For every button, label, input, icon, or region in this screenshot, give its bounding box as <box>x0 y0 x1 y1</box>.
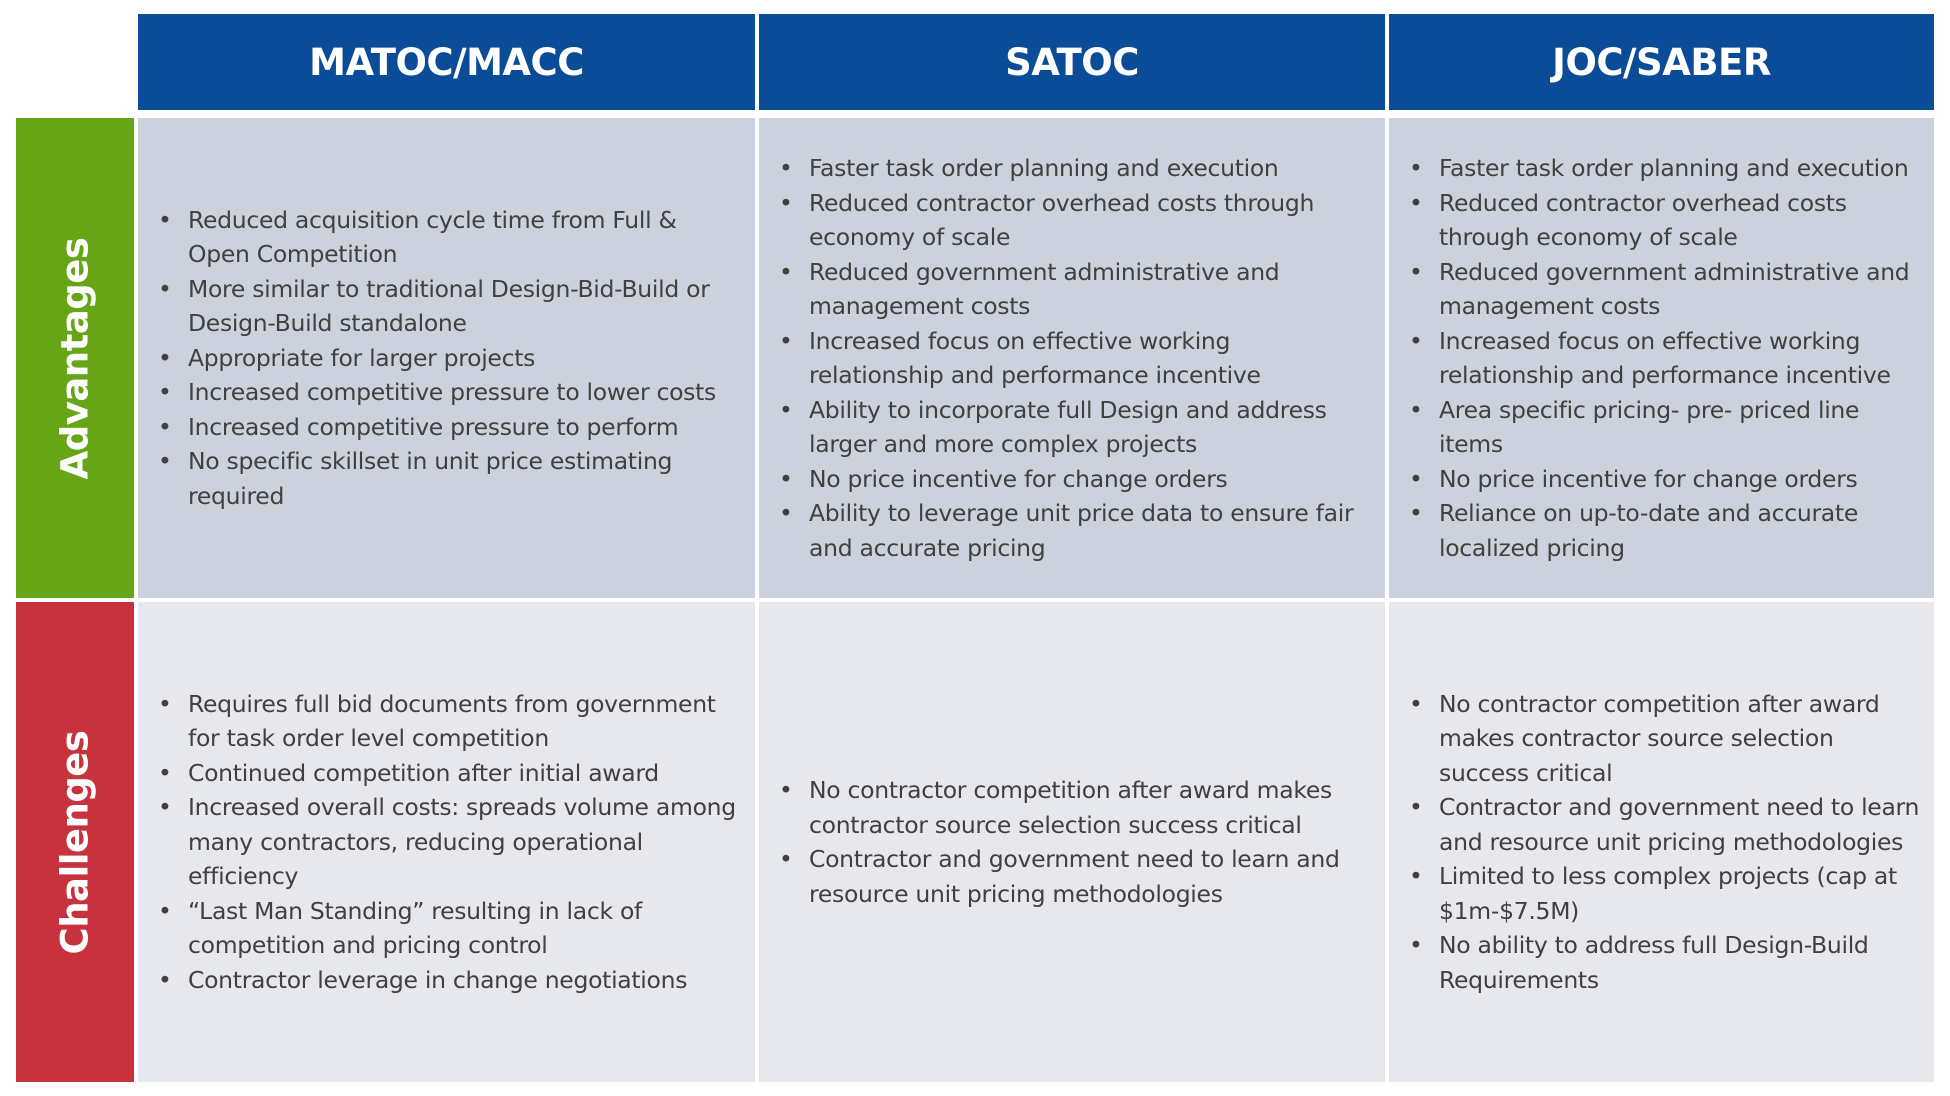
list-item: • Requires full bid documents from government for task order level competition <box>156 687 741 756</box>
challenges-joc-saber-cell <box>1389 602 1934 1082</box>
list-item: • Area specific pricing- pre- priced line items <box>1407 393 1920 462</box>
list-item: • Reduced government administrative and management costs <box>777 255 1371 324</box>
row-label-challenges <box>16 602 134 1082</box>
list-item: • “Last Man Standing” resulting in lack of competition and pricing control <box>156 894 741 963</box>
challenges-satoc-cell <box>759 602 1385 1082</box>
list-item: • Increased focus on effective working relationship and performance incentive <box>777 324 1371 393</box>
row-label-text: Advantages <box>53 237 97 479</box>
list-item: • Contractor leverage in change negotiations <box>156 963 741 998</box>
bullet-list <box>1407 687 1920 998</box>
challenges-matoc-cell <box>138 602 755 1082</box>
list-item: • No specific skillset in unit price estimating required <box>156 444 741 513</box>
row-label-text: Challenges <box>53 730 97 954</box>
list-item: • Increased focus on effective working relationship and performance incentive <box>1407 324 1920 393</box>
list-item: • Reduced acquisition cycle time from Full & Open Competition <box>156 203 741 272</box>
list-item: • No price incentive for change orders <box>777 462 1371 497</box>
bullet-list <box>1407 151 1920 565</box>
list-item: • No price incentive for change orders <box>1407 462 1920 497</box>
list-item: • No contractor competition after award makes contractor source selection success critical <box>777 773 1371 842</box>
row-label-advantages <box>16 118 134 598</box>
list-item: • Appropriate for larger projects <box>156 341 741 376</box>
list-item: • Contractor and government need to learn and resource unit pricing methodologies <box>1407 790 1920 859</box>
list-item: • Reduced government administrative and management costs <box>1407 255 1920 324</box>
list-item: • No ability to address full Design-Build Requirements <box>1407 928 1920 997</box>
list-item: • Reduced contractor overhead costs through economy of scale <box>1407 186 1920 255</box>
list-item: • Contractor and government need to learn and resource unit pricing methodologies <box>777 842 1371 911</box>
advantages-joc-saber-cell <box>1389 118 1934 598</box>
column-header-label: MATOC/MACC <box>309 40 584 84</box>
list-item: • More similar to traditional Design-Bid-Build or Design-Build standalone <box>156 272 741 341</box>
column-header-matoc-macc <box>138 14 755 110</box>
bullet-list <box>777 773 1371 911</box>
advantages-satoc-cell <box>759 118 1385 598</box>
list-item: • Reduced contractor overhead costs through economy of scale <box>777 186 1371 255</box>
list-item: • Faster task order planning and execution <box>1407 151 1920 186</box>
list-item: • Increased competitive pressure to lower costs <box>156 375 741 410</box>
column-header-satoc <box>759 14 1385 110</box>
list-item: • Faster task order planning and execution <box>777 151 1371 186</box>
list-item: • No contractor competition after award makes contractor source selection success critical <box>1407 687 1920 791</box>
bullet-list <box>777 151 1371 565</box>
bullet-list <box>156 203 741 514</box>
list-item: • Ability to leverage unit price data to ensure fair and accurate pricing <box>777 496 1371 565</box>
list-item: • Increased competitive pressure to perform <box>156 410 741 445</box>
column-header-label: JOC/SABER <box>1552 40 1771 84</box>
column-header-joc-saber <box>1389 14 1934 110</box>
list-item: • Limited to less complex projects (cap at $1m-$7.5M) <box>1407 859 1920 928</box>
list-item: • Reliance on up-to-date and accurate localized pricing <box>1407 496 1920 565</box>
bullet-list <box>156 687 741 998</box>
column-header-label: SATOC <box>1005 40 1139 84</box>
list-item: • Ability to incorporate full Design and address larger and more complex projects <box>777 393 1371 462</box>
list-item: • Continued competition after initial award <box>156 756 741 791</box>
advantages-matoc-cell <box>138 118 755 598</box>
list-item: • Increased overall costs: spreads volume among many contractors, reducing operational efficiency <box>156 790 741 894</box>
